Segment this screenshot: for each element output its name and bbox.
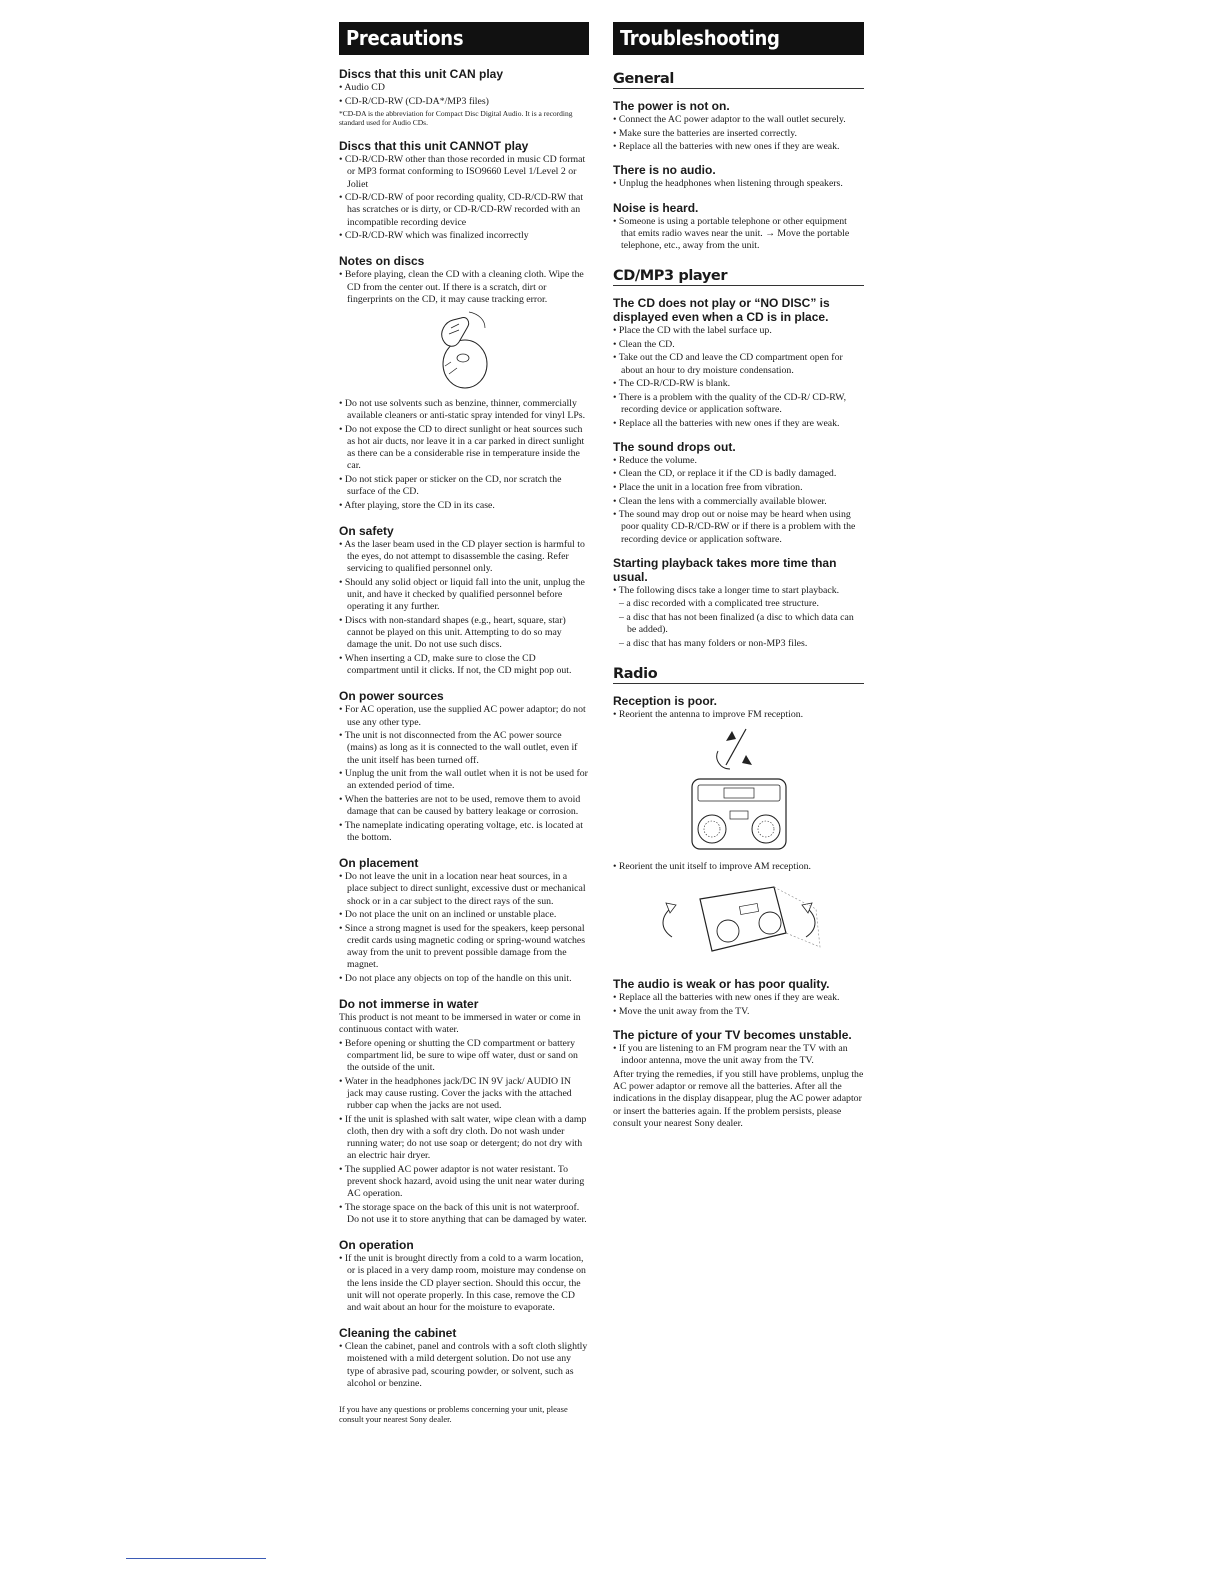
- section-heading: The audio is weak or has poor quality.: [613, 977, 830, 992]
- section-on-safety: [339, 524, 589, 677]
- precautions-title: Precautions: [339, 22, 589, 55]
- list-item: • Connect the AC power adaptor to the wall outlet securely.: [613, 114, 864, 126]
- list-item: • Reduce the volume.: [613, 455, 864, 467]
- precautions-column: [339, 22, 589, 1433]
- section-power-sources: [339, 689, 589, 844]
- subsection-radio: Radio: [613, 666, 864, 684]
- list-item: • The nameplate indicating operating voltage, etc. is located at the bottom.: [339, 820, 589, 844]
- list-item: • The unit is not disconnected from the AC power source (mains) as long as it is connected to the wall outlet, even if the unit itself has been turned off.: [339, 730, 589, 767]
- fm-antenna-illustration: [684, 725, 794, 855]
- list-item: • Replace all the batteries with new ones if they are weak.: [613, 418, 864, 430]
- section-heading: Cleaning the cabinet: [339, 1326, 457, 1341]
- section-heading: The power is not on.: [613, 99, 730, 113]
- list-item: • Place the unit in a location free from vibration.: [613, 482, 864, 494]
- list-item: • Unplug the headphones when listening through speakers.: [613, 178, 864, 190]
- section-heading: Noise is heard.: [613, 200, 699, 215]
- list-item: • The CD-R/CD-RW is blank.: [613, 378, 864, 390]
- section-heading: Discs that this unit CANNOT play: [339, 139, 529, 154]
- list-item: • Clean the CD.: [613, 339, 864, 351]
- footer-note: If you have any questions or problems concerning your unit, please consult your nearest Sony dealer.: [339, 1404, 568, 1425]
- list-item: • If the unit is brought directly from a cold to a warm location, or is placed in a very damp room, moisture may condense on the lens inside the CD player section. Should this occur, the unit will not operate properly. In this case, remove the CD and wait about an hour for the moisture to evaporate.: [339, 1253, 589, 1314]
- list-item: • Do not stick paper or sticker on the CD, nor scratch the surface of the CD.: [339, 474, 589, 498]
- list-item: • Do not place any objects on top of the handle on this unit.: [339, 973, 589, 985]
- list-item: • There is a problem with the quality of the CD-R/ CD-RW, recording device or application software.: [613, 392, 864, 416]
- list-item: • Discs with non-standard shapes (e.g., heart, square, star) cannot be played on this unit. Attempting to do so may damage the unit. Do not use such discs.: [339, 615, 589, 652]
- list-item: • Do not place the unit on an inclined or unstable place.: [339, 909, 589, 921]
- list-item: • Audio CD: [339, 82, 589, 94]
- list-item: • Do not use solvents such as benzine, thinner, commercially available cleaners or anti-static spray intended for vinyl LPs.: [339, 398, 589, 422]
- list-item: • Replace all the batteries with new ones if they are weak.: [613, 992, 864, 1004]
- section-cannot-play: [339, 139, 589, 242]
- subsection-general: General: [613, 71, 864, 89]
- section-heading: Reception is poor.: [613, 693, 718, 708]
- list-item: • CD-R/CD-RW (CD-DA*/MP3 files): [339, 96, 589, 108]
- section-heading: On operation: [339, 1238, 414, 1253]
- section-heading: Starting playback takes more time than usual.: [613, 555, 837, 584]
- section-heading: The picture of your TV becomes unstable.: [613, 1028, 852, 1043]
- section-heading: The CD does not play or “NO DISC” is displayed even when a CD is in place.: [613, 296, 830, 325]
- subsection-cd-mp3: CD/MP3 player: [613, 268, 864, 286]
- list-item: • If the unit is splashed with salt water, wipe clean with a damp cloth, then dry with a soft dry cloth. Do not wash under running water; do not use soap or detergent; do not dry with an electric hair dryer.: [339, 1114, 589, 1163]
- section-intro: This product is not meant to be immersed in water or come in continuous contact with water.: [339, 1012, 581, 1036]
- section-heading: On power sources: [339, 689, 444, 704]
- section-water: [339, 997, 589, 1226]
- list-item: • Make sure the batteries are inserted correctly.: [613, 128, 864, 140]
- list-item: • Clean the CD, or replace it if the CD is badly damaged.: [613, 468, 864, 480]
- list-item: • The sound may drop out or noise may be heard when using poor quality CD-R/CD-RW or if there is a problem with the recording device or application software.: [613, 509, 864, 546]
- list-item: • Move the unit away from the TV.: [613, 1006, 864, 1018]
- list-item: • Water in the headphones jack/DC IN 9V jack/ AUDIO IN jack may cause rusting. Cover the jacks with the attached rubber cap when the jacks are not used.: [339, 1076, 589, 1113]
- list-item: • Reorient the antenna to improve FM reception.: [613, 709, 864, 721]
- list-item: • When the batteries are not to be used, remove them to avoid damage that can be caused by battery leakage or corrosion.: [339, 794, 589, 818]
- list-item: • The storage space on the back of this unit is not waterproof. Do not use it to store anything that can be damaged by water.: [339, 1202, 589, 1226]
- troubleshooting-title: Troubleshooting: [613, 22, 864, 55]
- list-item: • Clean the cabinet, panel and controls with a soft cloth slightly moistened with a mild detergent solution. Do not use any type of abrasive pad, scouring powder, or solvent, such as alcohol or benzine.: [339, 1341, 589, 1390]
- list-item: • If you are listening to an FM program near the TV with an indoor antenna, move the unit away from the TV.: [613, 1043, 864, 1067]
- list-item: • The following discs take a longer time to start playback.: [613, 585, 864, 597]
- section-placement: [339, 856, 589, 985]
- am-rotate-illustration: [644, 877, 834, 967]
- list-item: • When inserting a CD, make sure to close the CD compartment until it clicks. If not, the CD might pop out.: [339, 653, 589, 677]
- list-subitem: – a disc recorded with a complicated tree structure.: [613, 598, 864, 610]
- closing-paragraph: After trying the remedies, if you still have problems, unplug the AC power adaptor or remove all the batteries. After all the indications in the display disappear, plug the AC power adaptor or insert the batteries again. If the problem persists, please consult your nearest Sony dealer.: [613, 1068, 864, 1129]
- list-item: • Take out the CD and leave the CD compartment open for about an hour to dry moisture condensation.: [613, 352, 864, 376]
- list-item: • Clean the lens with a commercially available blower.: [613, 496, 864, 508]
- list-item: • CD-R/CD-RW of poor recording quality, CD-R/CD-RW that has scratches or is dirty, or CD-R/CD-RW recorded with an incompatible recording device: [339, 192, 589, 229]
- list-item: • Do not expose the CD to direct sunlight or heat sources such as hot air ducts, nor leave it in a car parked in direct sunlight as there can be a considerable rise in temperature inside the car.: [339, 424, 589, 473]
- footnote: *CD-DA is the abbreviation for Compact Disc Digital Audio. It is a recording standard used for Audio CDs.: [339, 109, 573, 128]
- section-heading: Do not immerse in water: [339, 997, 479, 1012]
- list-item: • CD-R/CD-RW other than those recorded in music CD format or MP3 format conforming to ISO9660 Level 1/Level 2 or Joliet: [339, 154, 589, 191]
- list-item: • After playing, store the CD in its case.: [339, 500, 589, 512]
- list-item: • Since a strong magnet is used for the speakers, keep personal credit cards using magnetic coding or spring-wound watches away from the unit to prevent possible damage from the magnet.: [339, 923, 589, 972]
- list-item: • Should any solid object or liquid fall into the unit, unplug the unit, and have it checked by qualified personnel before operating it any further.: [339, 577, 589, 614]
- bottom-rule: [126, 1558, 266, 1559]
- section-operation: [339, 1238, 589, 1314]
- disc-cleaning-illustration: [429, 310, 499, 392]
- section-notes-on-discs: [339, 254, 589, 512]
- section-heading: On placement: [339, 856, 419, 871]
- list-item: • Before playing, clean the CD with a cleaning cloth. Wipe the CD from the center out. If there is a scratch, dirt or fingerprints on the CD, it may cause tracking error.: [339, 269, 589, 306]
- list-subitem: – a disc that has many folders or non-MP3 files.: [613, 638, 864, 650]
- section-heading: Notes on discs: [339, 254, 425, 269]
- list-item: • CD-R/CD-RW which was finalized incorrectly: [339, 230, 589, 242]
- list-subitem: – a disc that has not been finalized (a disc to which data can be added).: [613, 612, 864, 636]
- section-heading: There is no audio.: [613, 163, 716, 178]
- troubleshooting-column: [613, 22, 864, 1131]
- list-item: • Before opening or shutting the CD compartment or battery compartment lid, be sure to wipe off water, dust or sand on the outside of the unit.: [339, 1038, 589, 1075]
- list-item: • Do not leave the unit in a location near heat sources, in a place subject to direct sunlight, excessive dust or mechanical shock or in a car subject to the direct rays of the sun.: [339, 871, 589, 908]
- section-heading: Discs that this unit CAN play: [339, 67, 504, 81]
- list-item: • Reorient the unit itself to improve AM reception.: [613, 861, 864, 873]
- list-item: • As the laser beam used in the CD player section is harmful to the eyes, do not attempt to disassemble the casing. Refer servicing to qualified personnel only.: [339, 539, 589, 576]
- section-cleaning: [339, 1326, 589, 1390]
- section-heading: On safety: [339, 524, 394, 538]
- list-item: • Place the CD with the label surface up.: [613, 325, 864, 337]
- list-item: • For AC operation, use the supplied AC power adaptor; do not use any other type.: [339, 704, 589, 728]
- list-item: • Unplug the unit from the wall outlet when it is not be used for an extended period of time.: [339, 768, 589, 792]
- section-heading: The sound drops out.: [613, 439, 736, 454]
- list-item: • Someone is using a portable telephone or other equipment that emits radio waves near the unit. → Move the portable telephone, etc., away from the unit.: [613, 216, 864, 253]
- section-can-play: [339, 67, 589, 127]
- list-item: • The supplied AC power adaptor is not water resistant. To prevent shock hazard, avoid using the unit near water during AC operation.: [339, 1164, 589, 1201]
- list-item: • Replace all the batteries with new ones if they are weak.: [613, 141, 864, 153]
